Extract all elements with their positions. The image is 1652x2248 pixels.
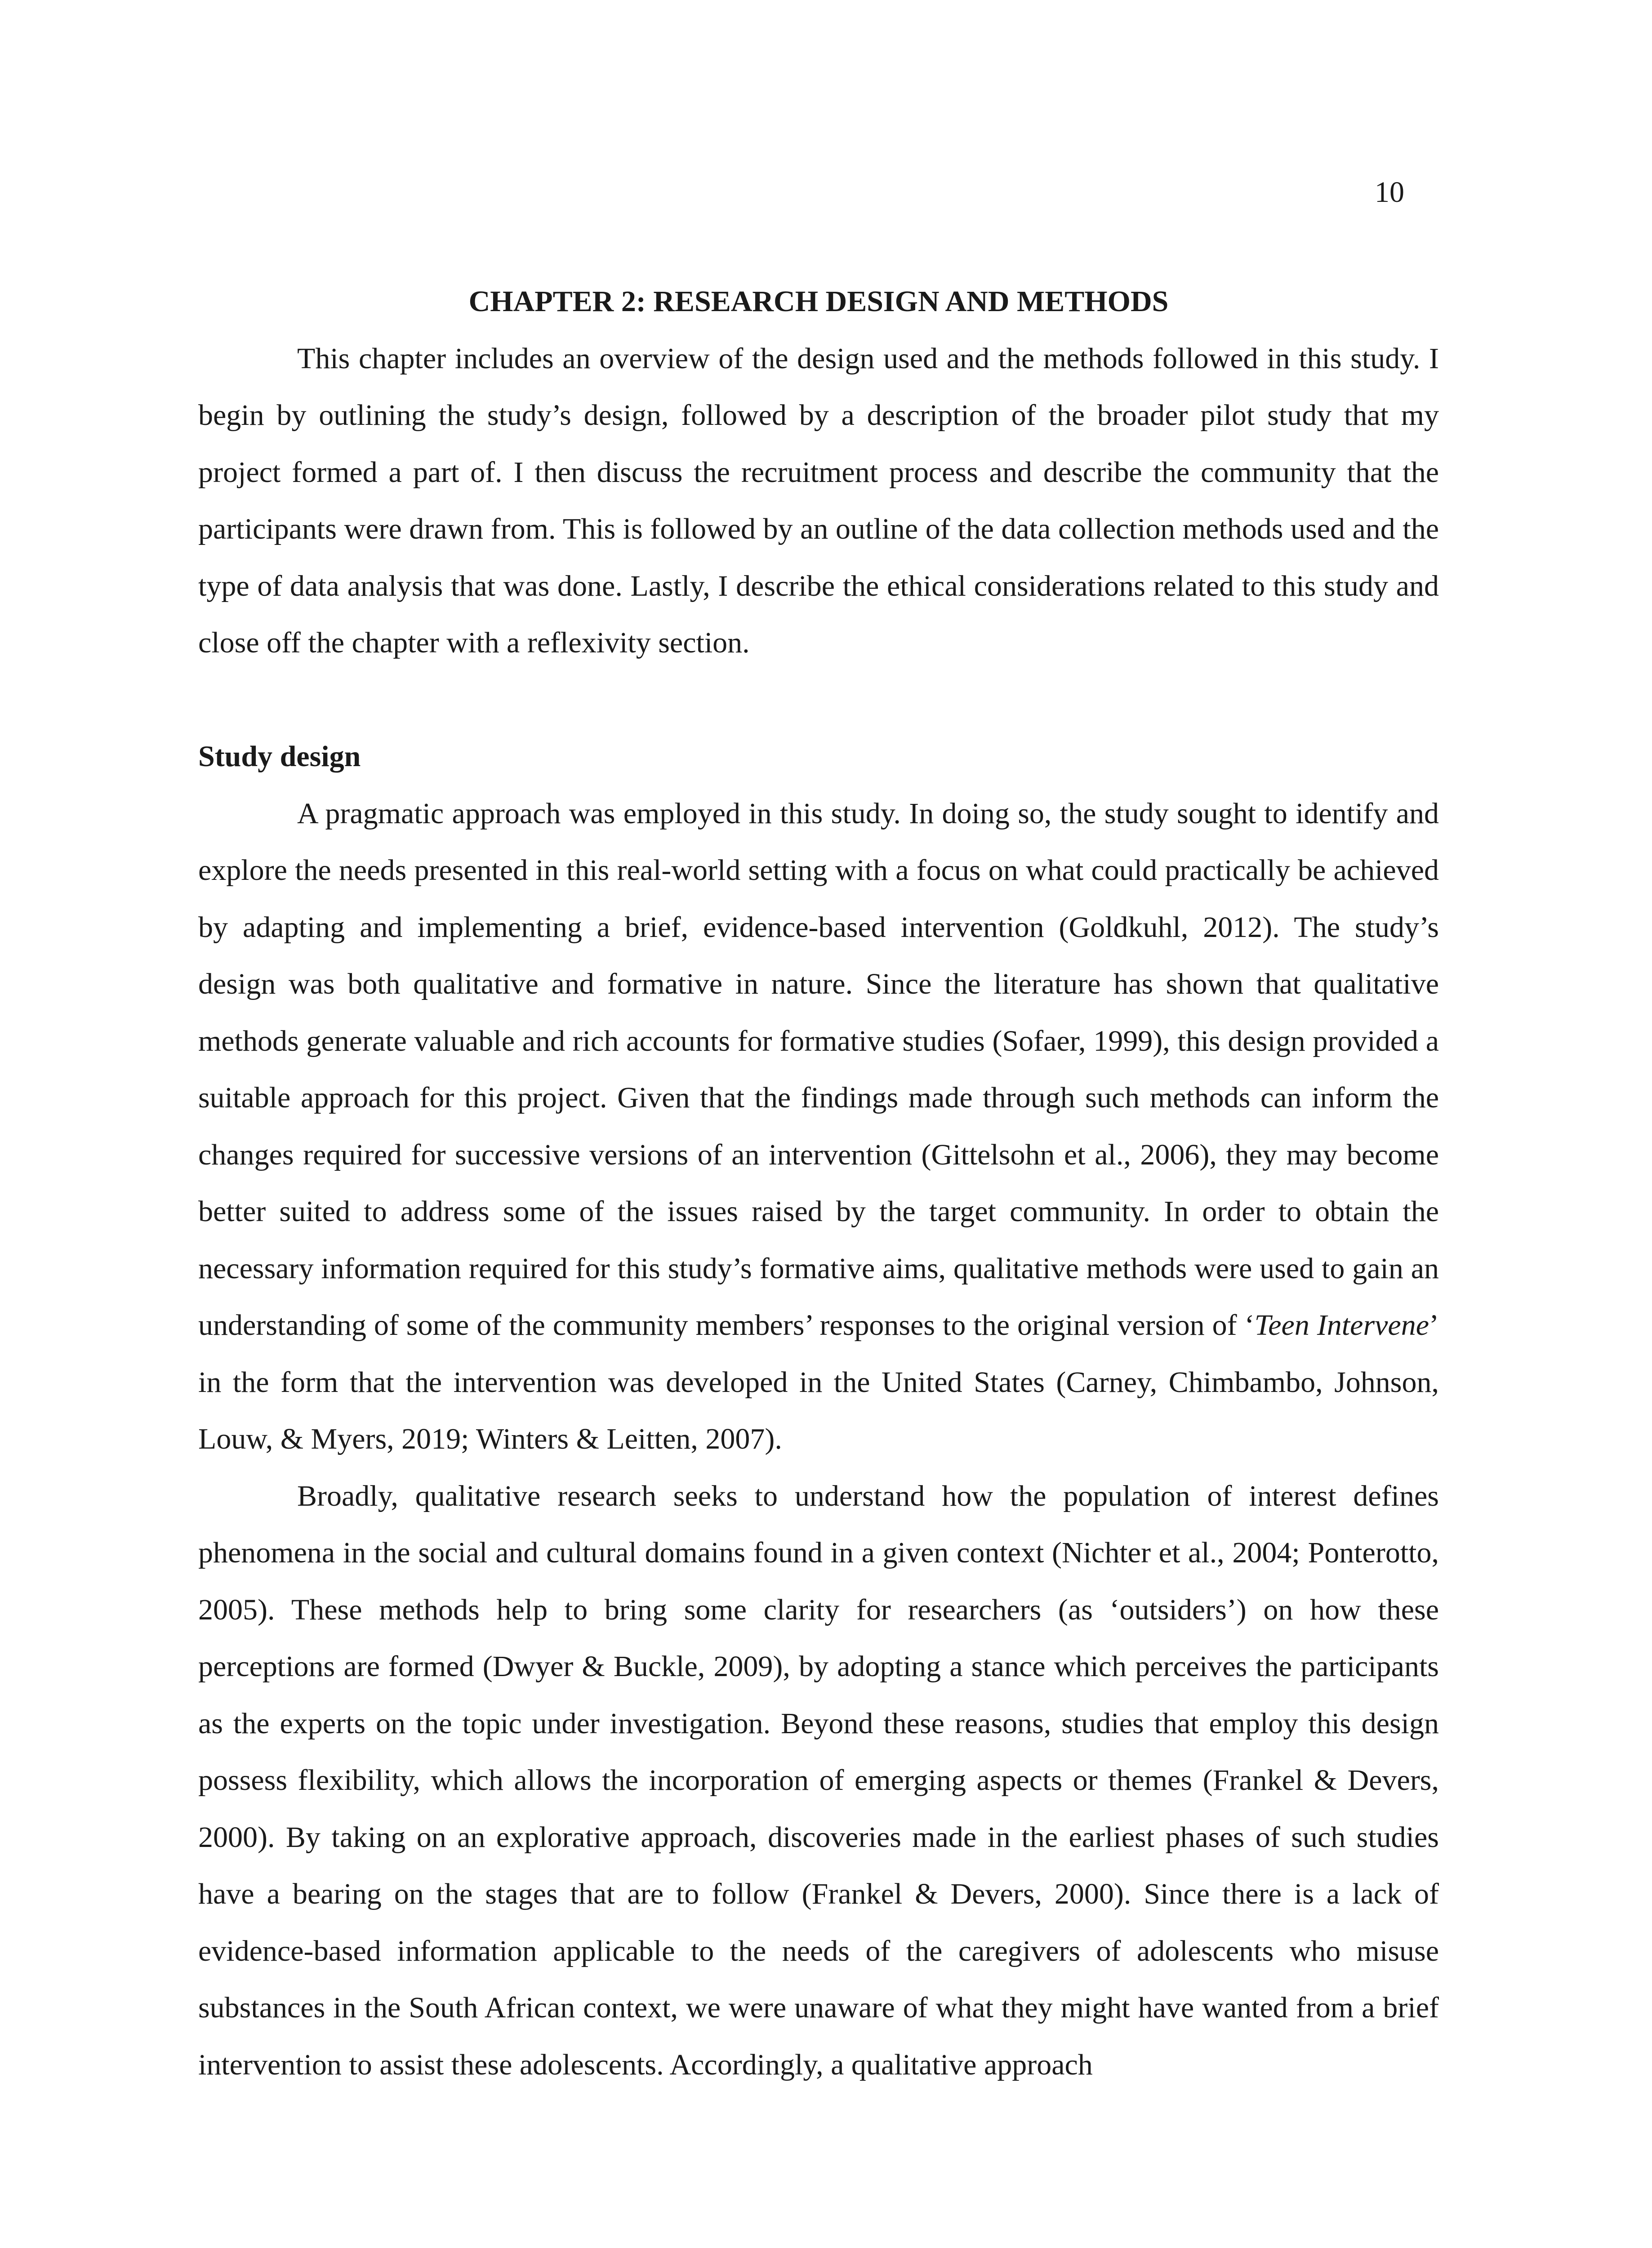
section-heading-study-design: Study design [198,740,361,773]
study-design-paragraph-2: Broadly, qualitative research seeks to understand how the population of interest defines phenomena in the social and cultural domains found in a given context (Nichter et al., 2004; Ponterotto, 2005). These methods help to bring some clarity for researchers (as ‘outsiders’) on how these perceptions are formed (Dwyer & Buckle, 2009), by adopting a stance which perceives the participants as the experts on the topic under investigation. Beyond these reasons, studies that employ this design possess flexibility, which allows the incorporation of emerging aspects or themes (Frankel & Devers, 2000). By taking on an explorative approach, discoveries made in the earliest phases of such studies have a bearing on the stages that are to follow (Frankel & Devers, 2000). Since there is a lack of evidence-based information applicable to the needs of the caregivers of adolescents who misuse substances in the South African context, we were unaware of what they might have wanted from a brief intervention to assist these adolescents. Accordingly, a qualitative approach [198,1479,1439,2081]
section-spacer [198,672,1439,729]
intervention-title: Teen Intervene [1254,1309,1429,1342]
paragraph-1-text-b: ’ in the form that the intervention was developed in the United States (Carney, Chimbambo, Johnson, Louw, & Myers, 2019; Winters & Leitten, 2007). [198,1309,1439,1455]
study-design-paragraph-1 [198,785,1439,1468]
paragraph-1-text-a: A pragmatic approach was employed in this study. In doing so, the study sought to identify and explore the needs presented in this real-world setting with a focus on what could practically be achieved by adapting and implementing a brief, evidence-based intervention (Goldkuhl, 2012). The study’s design was both qualitative and formative in nature. Since the literature has shown that qualitative methods generate valuable and rich accounts for formative studies (Sofaer, 1999), this design provided a suitable approach for this project. Given that the findings made through such methods can inform the changes required for successive versions of an intervention (Gittelsohn et al., 2006), they may become better suited to address some of the issues raised by the target community. In order to obtain the necessary information required for this study’s formative aims, qualitative methods were used to gain an understanding of some of the community members’ responses to the original version of ‘ [198,797,1439,1342]
page-number: 10 [1375,176,1404,209]
chapter-title: CHAPTER 2: RESEARCH DESIGN AND METHODS [468,285,1169,318]
intro-paragraph: This chapter includes an overview of the design used and the methods followed in this study. I begin by outlining the study’s design, followed by a description of the broader pilot study that my project formed a part of. I then discuss the recruitment process and describe the community that the participants were drawn from. This is followed by an outline of the data collection methods used and the type of data analysis that was done. Lastly, I describe the ethical considerations related to this study and close off the chapter with a reflexivity section. [198,342,1439,659]
page-body [198,273,1439,2093]
